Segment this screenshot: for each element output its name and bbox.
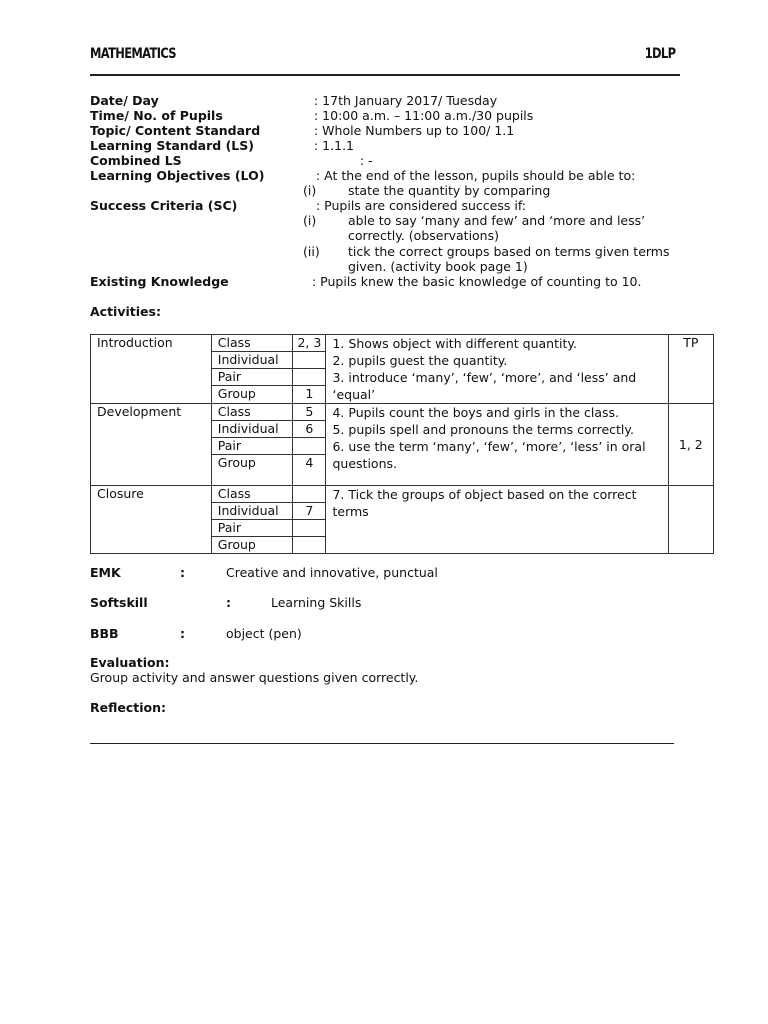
activity-description bbox=[326, 404, 668, 486]
grouping-cell bbox=[211, 486, 293, 554]
subject-title: MATHEMATICS bbox=[90, 46, 176, 62]
grouping-label: Group bbox=[217, 386, 256, 401]
activity-line: 2. pupils guest the quantity. bbox=[332, 353, 508, 368]
stage-name: Development bbox=[91, 404, 212, 486]
evaluation-text: Group activity and answer questions given correctly. bbox=[90, 670, 419, 685]
activity-number bbox=[293, 537, 325, 553]
grouping-label: Class bbox=[212, 404, 293, 421]
info-label-lo: Learning Objectives (LO) bbox=[90, 168, 265, 183]
sc-item-line: correctly. (observations) bbox=[348, 228, 499, 243]
activity-number: 7 bbox=[293, 503, 325, 520]
activity-description bbox=[326, 486, 668, 554]
grouping-cell bbox=[211, 335, 293, 404]
activity-line: questions. bbox=[332, 456, 397, 471]
activity-number bbox=[293, 438, 325, 455]
activity-number-cell bbox=[293, 335, 326, 404]
grouping-label: Class bbox=[212, 335, 293, 352]
table-row bbox=[91, 335, 714, 404]
emk-colon: : bbox=[180, 565, 185, 580]
activity-line: 3. introduce ‘many’, ‘few’, ‘more’, and ‘less’ and bbox=[332, 370, 637, 385]
stage-name: Introduction bbox=[91, 335, 212, 404]
class-label: 1DLP bbox=[644, 46, 675, 62]
activity-number-cell bbox=[293, 404, 326, 486]
emk-value: Creative and innovative, punctual bbox=[226, 565, 438, 580]
activity-line: 1. Shows object with different quantity. bbox=[332, 336, 577, 351]
stage-name: Closure bbox=[91, 486, 212, 554]
softskill-colon: : bbox=[226, 595, 231, 610]
tp-empty-cell bbox=[668, 486, 713, 554]
existing-knowledge-label: Existing Knowledge bbox=[90, 274, 229, 289]
activity-number bbox=[293, 369, 325, 386]
info-label-date: Date/ Day bbox=[90, 93, 159, 108]
info-value-topic: : Whole Numbers up to 100/ 1.1 bbox=[314, 123, 515, 138]
lo-item-marker: (i) bbox=[303, 183, 317, 198]
info-value-ls: : 1.1.1 bbox=[314, 138, 354, 153]
sc-item-line: given. (activity book page 1) bbox=[348, 259, 528, 274]
activity-number: 2, 3 bbox=[293, 335, 325, 352]
activity-line: 7. Tick the groups of object based on the correct bbox=[332, 487, 637, 502]
header-divider bbox=[90, 74, 680, 76]
info-value-date: : 17th January 2017/ Tuesday bbox=[314, 93, 498, 108]
bbb-label: BBB bbox=[90, 626, 119, 641]
activity-description bbox=[326, 335, 668, 404]
info-label-topic: Topic/ Content Standard bbox=[90, 123, 261, 138]
grouping-label: Class bbox=[212, 486, 293, 503]
info-label-ls: Learning Standard (LS) bbox=[90, 138, 254, 153]
grouping-label: Pair bbox=[212, 520, 293, 537]
grouping-label: Individual bbox=[212, 421, 293, 438]
grouping-label: Individual bbox=[212, 352, 293, 369]
grouping-label: Pair bbox=[212, 438, 293, 455]
tp-cell bbox=[668, 335, 713, 404]
grouping-label: Group bbox=[217, 537, 256, 552]
reflection-line bbox=[90, 743, 674, 744]
grouping-label: Group bbox=[217, 455, 256, 470]
tp-header: TP bbox=[683, 335, 699, 350]
activity-number: 5 bbox=[293, 404, 325, 421]
activity-number: 4 bbox=[305, 455, 314, 470]
table-row bbox=[91, 404, 714, 486]
grouping-label: Individual bbox=[212, 503, 293, 520]
softskill-label: Softskill bbox=[90, 595, 148, 610]
sc-item-marker: (ii) bbox=[303, 244, 320, 259]
bbb-value: object (pen) bbox=[226, 626, 302, 641]
sc-value: : Pupils are considered success if: bbox=[316, 198, 527, 213]
activity-line: 6. use the term ‘many’, ‘few’, ‘more’, ‘less’ in oral bbox=[332, 439, 646, 454]
activities-table bbox=[90, 334, 714, 554]
sc-label: Success Criteria (SC) bbox=[90, 198, 238, 213]
lo-item-text: state the quantity by comparing bbox=[348, 183, 551, 198]
activity-number: 6 bbox=[293, 421, 325, 438]
info-label-time: Time/ No. of Pupils bbox=[90, 108, 223, 123]
sc-item-line: tick the correct groups based on terms given terms bbox=[348, 244, 670, 259]
sc-item-marker: (i) bbox=[303, 213, 317, 228]
activity-number bbox=[293, 486, 325, 503]
activity-number-cell bbox=[293, 486, 326, 554]
activity-number bbox=[293, 352, 325, 369]
info-value-combined-ls: : - bbox=[360, 153, 373, 168]
evaluation-label: Evaluation: bbox=[90, 655, 170, 670]
sc-item-line: able to say ‘many and few’ and ‘more and less’ bbox=[348, 213, 646, 228]
activity-line: terms bbox=[332, 504, 369, 519]
activity-line: 4. Pupils count the boys and girls in the class. bbox=[332, 405, 620, 420]
activity-number bbox=[293, 520, 325, 537]
activity-line: ‘equal’ bbox=[332, 387, 376, 402]
info-value-lo: : At the end of the lesson, pupils should be able to: bbox=[316, 168, 636, 183]
activity-line: 5. pupils spell and pronouns the terms correctly. bbox=[332, 422, 634, 437]
emk-label: EMK bbox=[90, 565, 121, 580]
info-value-time: : 10:00 a.m. – 11:00 a.m./30 pupils bbox=[314, 108, 534, 123]
activity-number: 1 bbox=[305, 386, 314, 401]
info-label-combined-ls: Combined LS bbox=[90, 153, 182, 168]
activities-heading: Activities: bbox=[90, 304, 161, 319]
table-row bbox=[91, 486, 714, 554]
reflection-label: Reflection: bbox=[90, 700, 167, 715]
grouping-cell bbox=[211, 404, 293, 486]
existing-knowledge-value: : Pupils knew the basic knowledge of counting to 10. bbox=[312, 274, 642, 289]
bbb-colon: : bbox=[180, 626, 185, 641]
grouping-label: Pair bbox=[212, 369, 293, 386]
tp-value: 1, 2 bbox=[668, 404, 713, 486]
softskill-value: Learning Skills bbox=[271, 595, 362, 610]
